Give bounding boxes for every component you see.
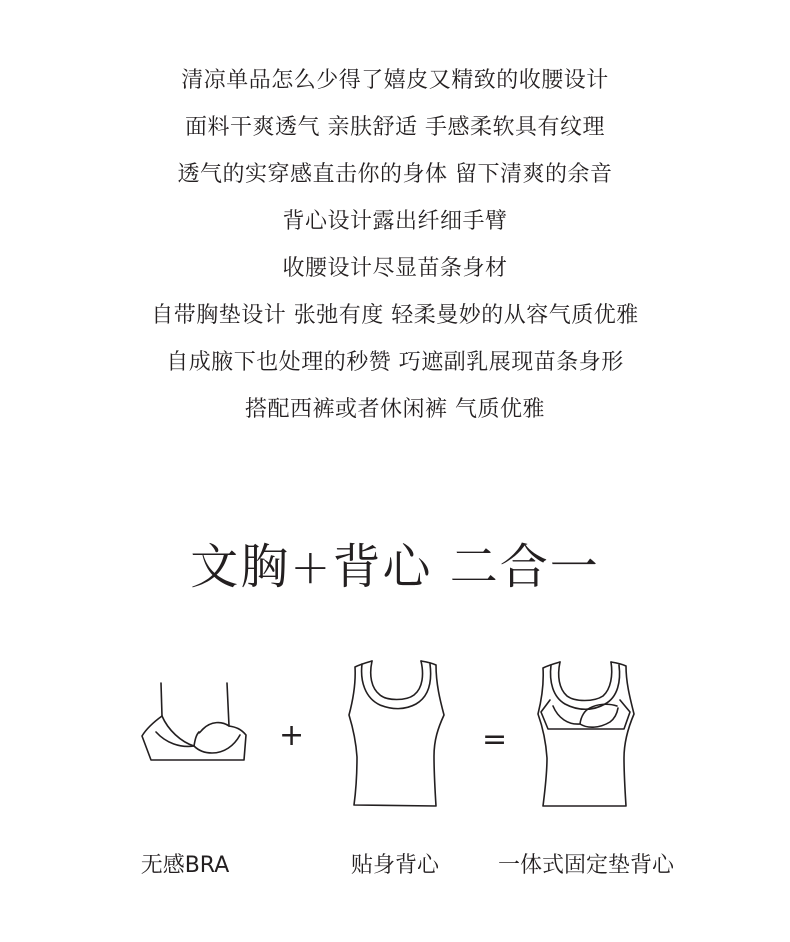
description-line: 面料干爽透气 亲肤舒适 手感柔软具有纹理	[185, 115, 605, 140]
description-line: 背心设计露出纤细手臂	[282, 209, 508, 234]
description-line: 清凉单品怎么少得了嬉皮又精致的收腰设计	[181, 68, 609, 93]
plus-sign: +	[279, 718, 305, 753]
description-line: 透气的实穿感直击你的身体 留下清爽的余音	[177, 162, 613, 187]
headline: 文胸+背心 二合一	[190, 539, 600, 595]
padded-tank-top-label: 一体式固定垫背心	[497, 853, 674, 878]
tank-top-label: 贴身背心	[350, 853, 439, 878]
padded-tank-top-icon	[538, 662, 634, 806]
description-line: 自带胸垫设计 张弛有度 轻柔曼妙的从容气质优雅	[151, 303, 639, 328]
description-list	[0, 57, 790, 433]
bra-label: 无感BRA	[140, 853, 230, 878]
description-line: 收腰设计尽显苗条身材	[282, 256, 508, 281]
description-line: 搭配西裤或者休闲裤 气质优雅	[245, 397, 545, 422]
tank-top-icon	[349, 661, 444, 806]
description-line: 自成腋下也处理的秒赞 巧遮副乳展现苗条身形	[166, 350, 624, 375]
equals-sign: =	[482, 722, 508, 757]
bra-icon	[142, 683, 246, 760]
product-illustrations	[0, 650, 790, 830]
